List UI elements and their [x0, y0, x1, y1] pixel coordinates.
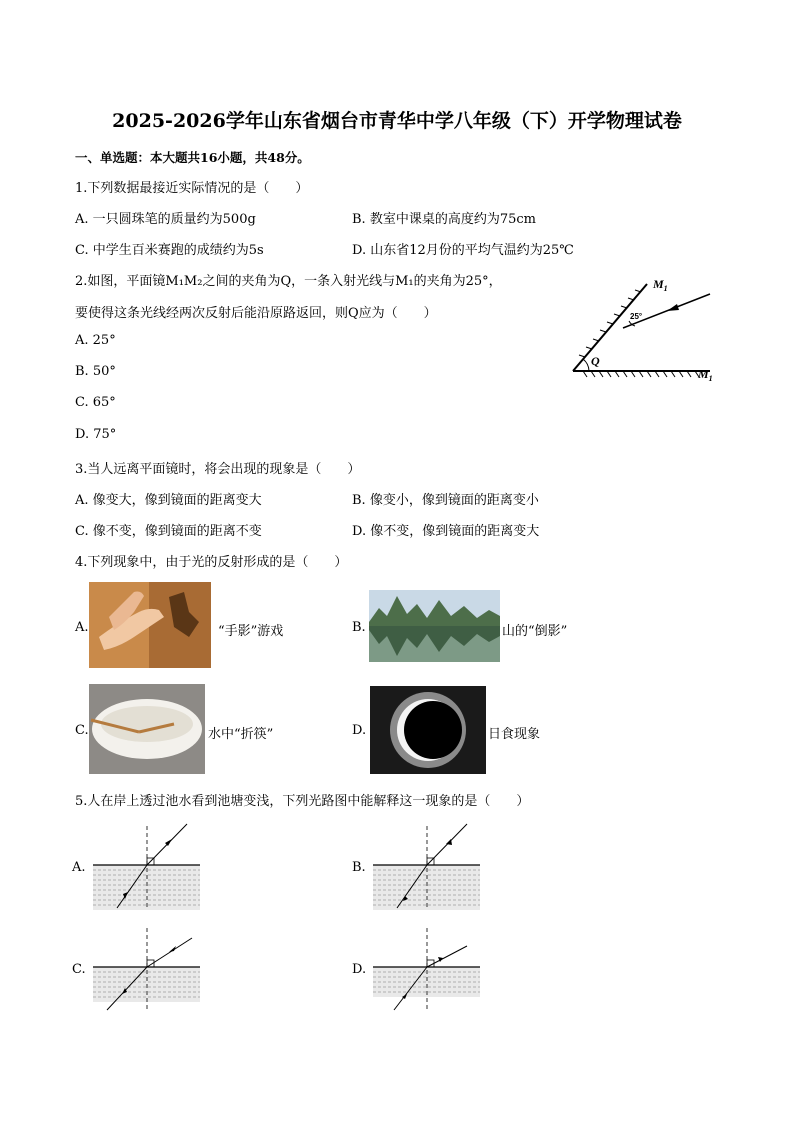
ray-arrow: [667, 304, 679, 311]
angle-q-arc: [583, 359, 589, 371]
q5-stem: 5.人在岸上透过池水看到池塘变浅，下列光路图中能解释这一现象的是（ ）: [75, 794, 530, 809]
q2-stem-line2: 要使得这条光线经两次反射后能沿原路返回，则Q应为（ ）: [75, 306, 437, 321]
angle-25-label: 25°: [630, 312, 643, 321]
refraction-diagram-d: [372, 924, 484, 1014]
q5-option-c-label: C.: [72, 962, 86, 977]
mirror-m1: [573, 284, 647, 371]
mirror-diagram: [565, 272, 720, 384]
q2-option-a: A. 25°: [75, 333, 116, 348]
bent-chopstick-photo: [89, 684, 205, 774]
q4-option-d-label: D.: [352, 723, 367, 738]
q4-stem: 4.下列现象中，由于光的反射形成的是（ ）: [75, 555, 348, 570]
refraction-diagram-c: [92, 924, 204, 1014]
q3-option-b: B. 像变小，像到镜面的距离变小: [352, 493, 539, 508]
mirror-m1-label: $M_1$: [653, 277, 668, 293]
mirror-m1-hatching: [579, 290, 641, 357]
q4-option-b-caption: 山的“倒影”: [502, 624, 568, 639]
q1-stem: 1.下列数据最接近实际情况的是（ ）: [75, 181, 309, 196]
q3-option-d: D. 像不变，像到镜面的距离变大: [352, 524, 540, 539]
incident-ray: [623, 294, 710, 328]
q2-stem-line1: 2.如图，平面镜M₁M₂之间的夹角为Q，一条入射光线与M₁的夹角为25°，: [75, 274, 502, 289]
q1-option-b: B. 教室中课桌的高度约为75cm: [352, 212, 536, 227]
refraction-diagram-a: [92, 822, 204, 912]
q2-option-d: D. 75°: [75, 427, 117, 442]
q4-option-c-caption: 水中“折筷”: [208, 727, 274, 742]
refraction-diagram-b: [372, 822, 484, 912]
q4-option-b-label: B.: [352, 620, 366, 635]
solar-eclipse-photo: [370, 686, 486, 774]
q3-stem: 3.当人远离平面镜时，将会出现的现象是（ ）: [75, 462, 361, 477]
q1-option-c: C. 中学生百米赛跑的成绩约为5s: [75, 243, 264, 258]
q5-option-b-label: B.: [352, 860, 366, 875]
q2-option-b: B. 50°: [75, 364, 116, 379]
q3-option-c: C. 像不变，像到镜面的距离不变: [75, 524, 262, 539]
q1-option-d: D. 山东省12月份的平均气温约为25℃: [352, 243, 574, 258]
hand-shadow-photo: [89, 582, 211, 668]
q5-option-a-label: A.: [72, 860, 86, 875]
section-heading: 一、单选题：本大题共16小题，共48分。: [75, 150, 310, 165]
mountain-reflection-photo: [369, 590, 500, 662]
angle-q-label: Q: [591, 354, 600, 368]
page-title: 2025-2026学年山东省烟台市青华中学八年级（下）开学物理试卷: [112, 110, 682, 132]
q3-option-a: A. 像变大，像到镜面的距离变大: [75, 493, 262, 508]
q4-option-a-caption: “手影”游戏: [218, 624, 284, 639]
q4-option-a-label: A.: [75, 620, 89, 635]
q1-option-a: A. 一只圆珠笔的质量约为500g: [75, 212, 256, 227]
mirror-m2-label: $M_1$: [698, 367, 713, 383]
q2-option-c: C. 65°: [75, 395, 116, 410]
q5-option-d-label: D.: [352, 962, 367, 977]
q4-option-d-caption: 日食现象: [488, 727, 541, 742]
q4-option-c-label: C.: [75, 723, 89, 738]
